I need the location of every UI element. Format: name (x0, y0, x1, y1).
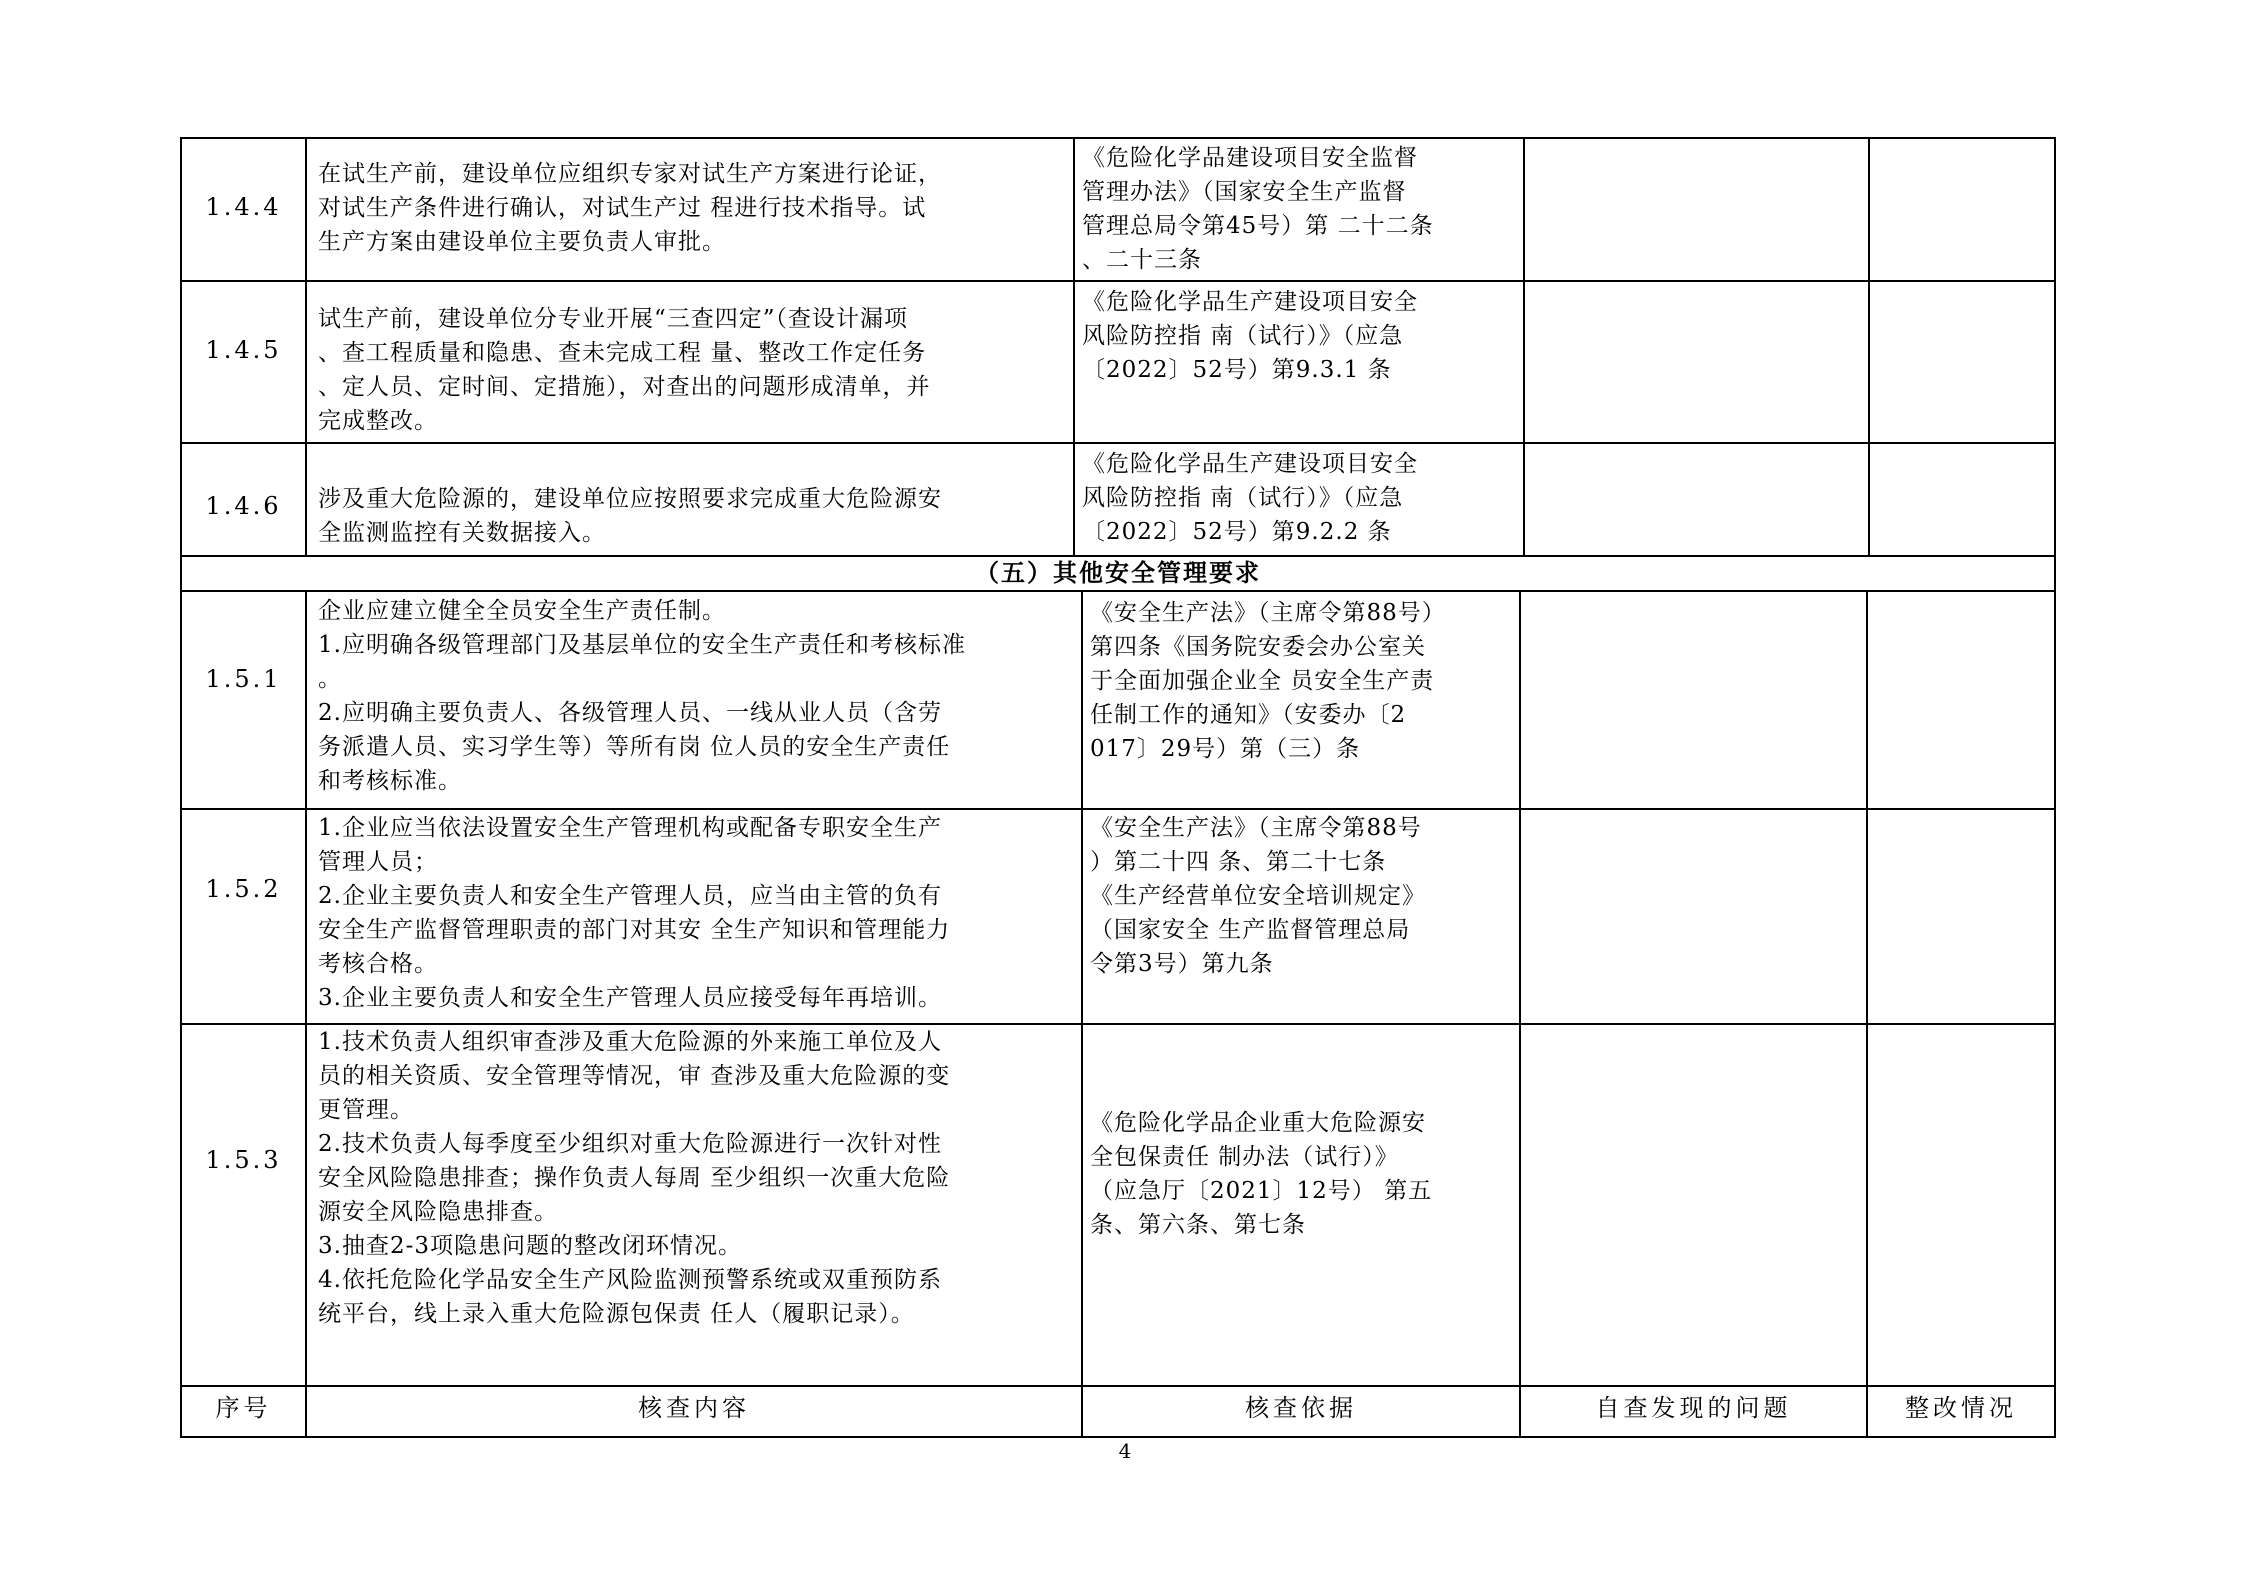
row-number: 1.4.5 (205, 336, 282, 364)
table-border (180, 808, 2056, 810)
row-content: 1.企业应当依法设置安全生产管理机构或配备专职安全生产 管理人员； 2.企业主要负责人和安全生产管理人员，应当由主管的负有 安全生产监督管理职责的部门对其安 全生产知识和管理能力 考核合格。 3.企业主要负责人和安全生产管理人员应接受每年再培训。 (318, 815, 951, 1011)
table-border (1868, 137, 1870, 557)
row-content: 试生产前，建设单位分专业开展“三查四定”（查设计漏项 、查工程质量和隐患、查未完成工程 量、整改工作定任务 、定人员、定时间、定措施），对查出的问题形成清单，并 完成整改。 (318, 306, 931, 434)
header-self-check-issues: 自查发现的问题 (1595, 1394, 1792, 1422)
row-content: 企业应建立健全全员安全生产责任制。 1.应明确各级管理部门及基层单位的安全生产责任和考核标准 。 2.应明确主要负责人、各级管理人员、一线从业人员（含劳 务派遣人员、实习学生等）等所有岗 位人员的安全生产责任 和考核标准。 (318, 598, 966, 794)
row-content: 1.技术负责人组织审查涉及重大危险源的外来施工单位及人 员的相关资质、安全管理等情况，审 查涉及重大危险源的变 更管理。 2.技术负责人每季度至少组织对重大危险源进行一次针对性 安全风险隐患排查；操作负责人每周 至少组织一次重大危险 源安全风险隐患排查。 3.抽查2-3项隐患问题的整改闭环情况。 4.依托危险化学品安全生产风险监测预警系统或双重预防系 统平台，线上录入重大危险源包保责 任人（履职记录）。 (318, 1029, 951, 1327)
table-border (180, 590, 2056, 592)
row-basis: 《危险化学品生产建设项目安全 风险防控指 南（试行）》（应急 〔2022〕52号）第9.3.1 条 (1082, 289, 1418, 383)
row-content: 在试生产前，建设单位应组织专家对试生产方案进行论证， 对试生产条件进行确认，对试生产过 程进行技术指导。试 生产方案由建设单位主要负责人审批。 (318, 161, 942, 255)
row-basis: 《安全生产法》（主席令第88号） 第四条《国务院安委会办公室关 于全面加强企业全 员安全生产责 任制工作的通知》（安委办〔2 017〕29号）第（三）条 (1090, 600, 1446, 762)
row-basis: 《安全生产法》（主席令第88号 ）第二十四 条、第二十七条 《生产经营单位安全培训规定》 （国家安全 生产监督管理总局 令第3号）第九条 (1090, 815, 1426, 977)
table-border (180, 1385, 2056, 1387)
header-check-content: 核查内容 (638, 1394, 750, 1422)
header-sequence: 序号 (215, 1394, 272, 1422)
row-number: 1.4.4 (205, 193, 282, 221)
row-basis: 《危险化学品企业重大危险源安 全包保责任 制办法（试行）》 （应急厅〔2021〕12号） 第五 条、第六条、第七条 (1090, 1110, 1433, 1238)
table-border (180, 1436, 2056, 1438)
table-border (180, 280, 2056, 282)
header-check-basis: 核查依据 (1245, 1394, 1357, 1422)
section-title: （五）其他安全管理要求 (975, 558, 1261, 587)
row-number: 1.5.1 (205, 665, 282, 693)
table-border (1073, 137, 1075, 557)
row-basis: 《危险化学品建设项目安全监督 管理办法》（国家安全生产监督 管理总局令第45号）第 二十二条 、二十三条 (1082, 145, 1434, 273)
row-number: 1.4.6 (205, 492, 282, 520)
row-number: 1.5.3 (205, 1146, 282, 1174)
header-rectification: 整改情况 (1905, 1394, 2017, 1422)
table-border (305, 590, 307, 1438)
table-border (1081, 590, 1083, 1438)
table-border (180, 137, 2056, 139)
row-content: 涉及重大危险源的，建设单位应按照要求完成重大危险源安 全监测监控有关数据接入。 (318, 486, 942, 546)
table-border (1523, 137, 1525, 557)
table-border (2054, 137, 2056, 1438)
row-number: 1.5.2 (205, 875, 282, 903)
table-border (305, 137, 307, 557)
page-number: 4 (1118, 1439, 1132, 1463)
row-basis: 《危险化学品生产建设项目安全 风险防控指 南（试行）》（应急 〔2022〕52号）第9.2.2 条 (1082, 451, 1418, 545)
table-border (1519, 590, 1521, 1438)
table-border (180, 442, 2056, 444)
table-border (1866, 590, 1868, 1438)
